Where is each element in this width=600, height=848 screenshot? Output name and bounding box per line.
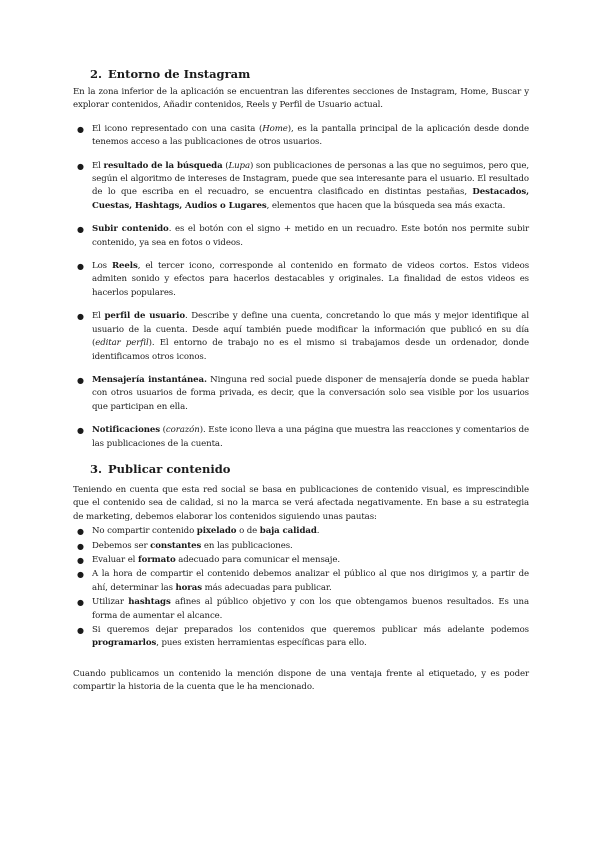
bullet-icon: ● xyxy=(77,555,84,565)
section-number: 3. xyxy=(90,461,103,476)
section-heading-instagram xyxy=(73,66,529,82)
bullet-icon: ● xyxy=(77,375,84,385)
list-item-subir-contenido: ● Subir contenido. es el botón con el signo + metido en un recuadro. Este botón nos permite subir contenido, ya sea en fotos o videos. xyxy=(77,224,530,248)
section-title: Publicar contenido xyxy=(108,461,231,476)
list-item-programarlos: ● Si queremos dejar preparados los contenidos que queremos publicar más adelante podemos programarlos, pues existen herramientas específicas para ello. xyxy=(77,625,529,649)
bullet-icon: ● xyxy=(77,161,84,171)
bullet-icon: ● xyxy=(77,426,84,436)
closing-paragraph: Cuando publicamos un contenido la mención dispone de una ventaja frente al etiquetado, y es poder compartir la historia de la cuenta que le ha mencionado. xyxy=(73,668,529,693)
list-item-busqueda: ● El resultado de la búsqueda (Lupa) son publicaciones de personas a las que no seguimos, pero que, según el algoritmo de intereses de Instagram, puede que sea interesante para el usuario. El resultado de lo que escriba en el recuadro, se encuentra clasificado en distintas pestañas, Destacados, Cuestas, Hashtags, Audios o Lugares, elementos que hacen que la búsqueda sea más exacta. xyxy=(77,160,529,211)
list-item-notificaciones: ● Notificaciones (corazón). Este icono lleva a una página que muestra las reacciones y comentarios de las publicaciones de la cuenta. xyxy=(77,425,529,449)
bullet-icon: ● xyxy=(77,262,84,272)
bullet-icon: ● xyxy=(77,541,84,551)
pautas-list xyxy=(73,525,529,651)
section-number: 2. xyxy=(90,67,103,81)
section-title: Entorno de Instagram xyxy=(108,67,251,81)
intro-paragraph: En la zona inferior de la aplicación se encuentran las diferentes secciones de Instagram, Home, Buscar y explorar contenidos, Añadir contenidos, Reels y Perfil de Usuario actual. xyxy=(73,87,529,111)
bullet-icon: ● xyxy=(77,626,84,635)
instagram-sections-list xyxy=(73,123,529,451)
list-item-pixelado: ● No compartir contenido pixelado o de baja calidad. xyxy=(73,525,529,538)
list-item-constantes: ● Debemos ser constantes en las publicaciones. xyxy=(73,540,529,553)
bullet-icon: ● xyxy=(77,527,84,537)
bullet-icon: ● xyxy=(77,570,84,580)
list-item-formato: ● Evaluar el formato adecuado para comunicar el mensaje. xyxy=(73,554,529,567)
bullet-icon: ● xyxy=(77,225,84,235)
bullet-icon: ● xyxy=(77,598,84,608)
list-item-hashtags: ● Utilizar hashtags afines al público objetivo y con los que obtengamos buenos resultados. Es una forma de aumentar el alcance. xyxy=(77,597,529,621)
document-page xyxy=(73,66,529,695)
list-item-home: ● El icono representado con una casita (Home), es la pantalla principal de la aplicación desde donde tenemos acceso a las publicaciones de otros usuarios. xyxy=(77,123,530,148)
list-item-reels: ● Los Reels, el tercer icono, corresponde al contenido en formato de videos cortos. Estos videos admiten sonido y efectos para hacerlos destacables y originales. La finalidad de estos videos es hacerlos populares. xyxy=(77,261,530,298)
bullet-icon: ● xyxy=(77,312,84,322)
list-item-perfil: ● El perfil de usuario. Describe y define una cuenta, concretando lo que más y mejor identifique al usuario de la cuenta. Desde aquí también puede modificar la información que publicó en su día (editar perfil). El entorno de trabajo no es el mismo si trabajamos desde un ordenador, donde identificamos otros iconos. xyxy=(77,311,529,362)
list-item-horas: ● A la hora de compartir el contenido debemos analizar el público al que nos dirigimos y, a partir de ahí, determinar las horas más adecuadas para publicar. xyxy=(77,569,529,593)
bullet-icon: ● xyxy=(77,124,84,134)
publicar-intro-paragraph: Teniendo en cuenta que esta red social se basa en publicaciones de contenido visual, es imprescindible que el contenido sea de calidad, si no la marca se verá afectada negativamente. En base a su estrategia de marketing, debemos elaborar los contenidos siguiendo unas pautas: xyxy=(73,484,529,522)
list-item-mensajeria: ● Mensajería instantánea. Ninguna red social puede disponer de mensajería donde se pueda hablar con otros usuarios de forma privada, es decir, que la conversación solo sea visible por los usuarios que participan en ella. xyxy=(77,374,529,412)
section-heading-publicar xyxy=(73,461,529,477)
